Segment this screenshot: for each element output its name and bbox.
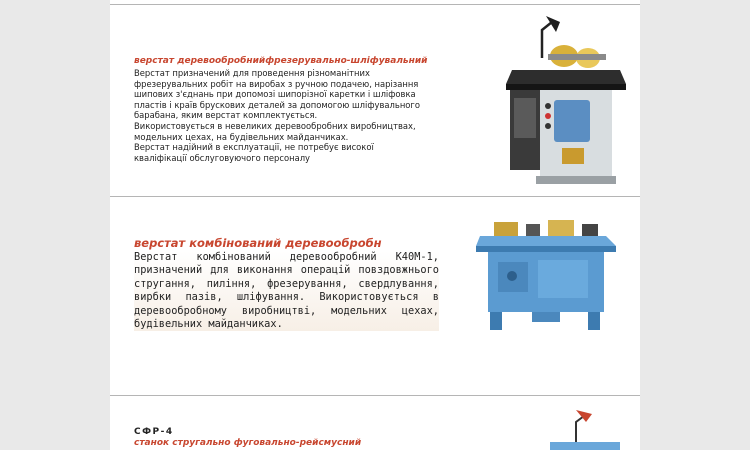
description-line: фрезерувальних робіт на виробах з ручною подачею, нарізання <box>134 78 419 89</box>
description-line: Використовується в невеликих деревообробних виробництвах, <box>134 120 416 131</box>
product-description-milling-sanding <box>134 68 454 163</box>
description-line: шипових з'єднань при допомозі шипорізної каретки і шліфовка <box>134 89 416 100</box>
divider-bottom <box>110 395 640 396</box>
description-line: Верстат надійний в експлуатації, не потребує високої <box>134 142 374 153</box>
product-title-combined[interactable]: верстат комбінований деревообробн <box>134 236 382 250</box>
description-line: барабана, яким верстат комплектується. <box>134 110 318 121</box>
combined-woodworking-machine-image[interactable] <box>474 210 619 335</box>
product-title-milling-sanding[interactable]: верстат деревообробнийфрезерувально-шліфувальний <box>134 56 428 66</box>
content-page <box>110 0 640 450</box>
description-line: кваліфікації обслуговуючого персоналу <box>134 152 311 163</box>
description-line: модельних цехах, на будівельних майданчиках. <box>134 131 349 142</box>
milling-sanding-machine-image[interactable] <box>502 8 632 188</box>
description-line: пластів і країв брускових деталей за допомогою шліфувального <box>134 99 420 110</box>
product-title-planer[interactable]: станок стругально фуговально-рейсмусний <box>134 438 362 448</box>
divider-top <box>110 4 640 5</box>
planer-machine-image[interactable] <box>540 406 630 450</box>
product-code-sfr4: СФР-4 <box>134 427 174 437</box>
divider-middle <box>110 196 640 197</box>
description-line: Верстат призначений для проведення різноманітних <box>134 68 370 78</box>
product-description-combined: Верстат комбінований деревообробний К40М-1, призначений для виконання операцій повздовжнього стругання, пиління, фрезерування, свердлування, вирбки пазів, шліфування. Використовується в деревообробному виробництві, модельних цехах, будівельних майданчиках. <box>134 251 439 331</box>
